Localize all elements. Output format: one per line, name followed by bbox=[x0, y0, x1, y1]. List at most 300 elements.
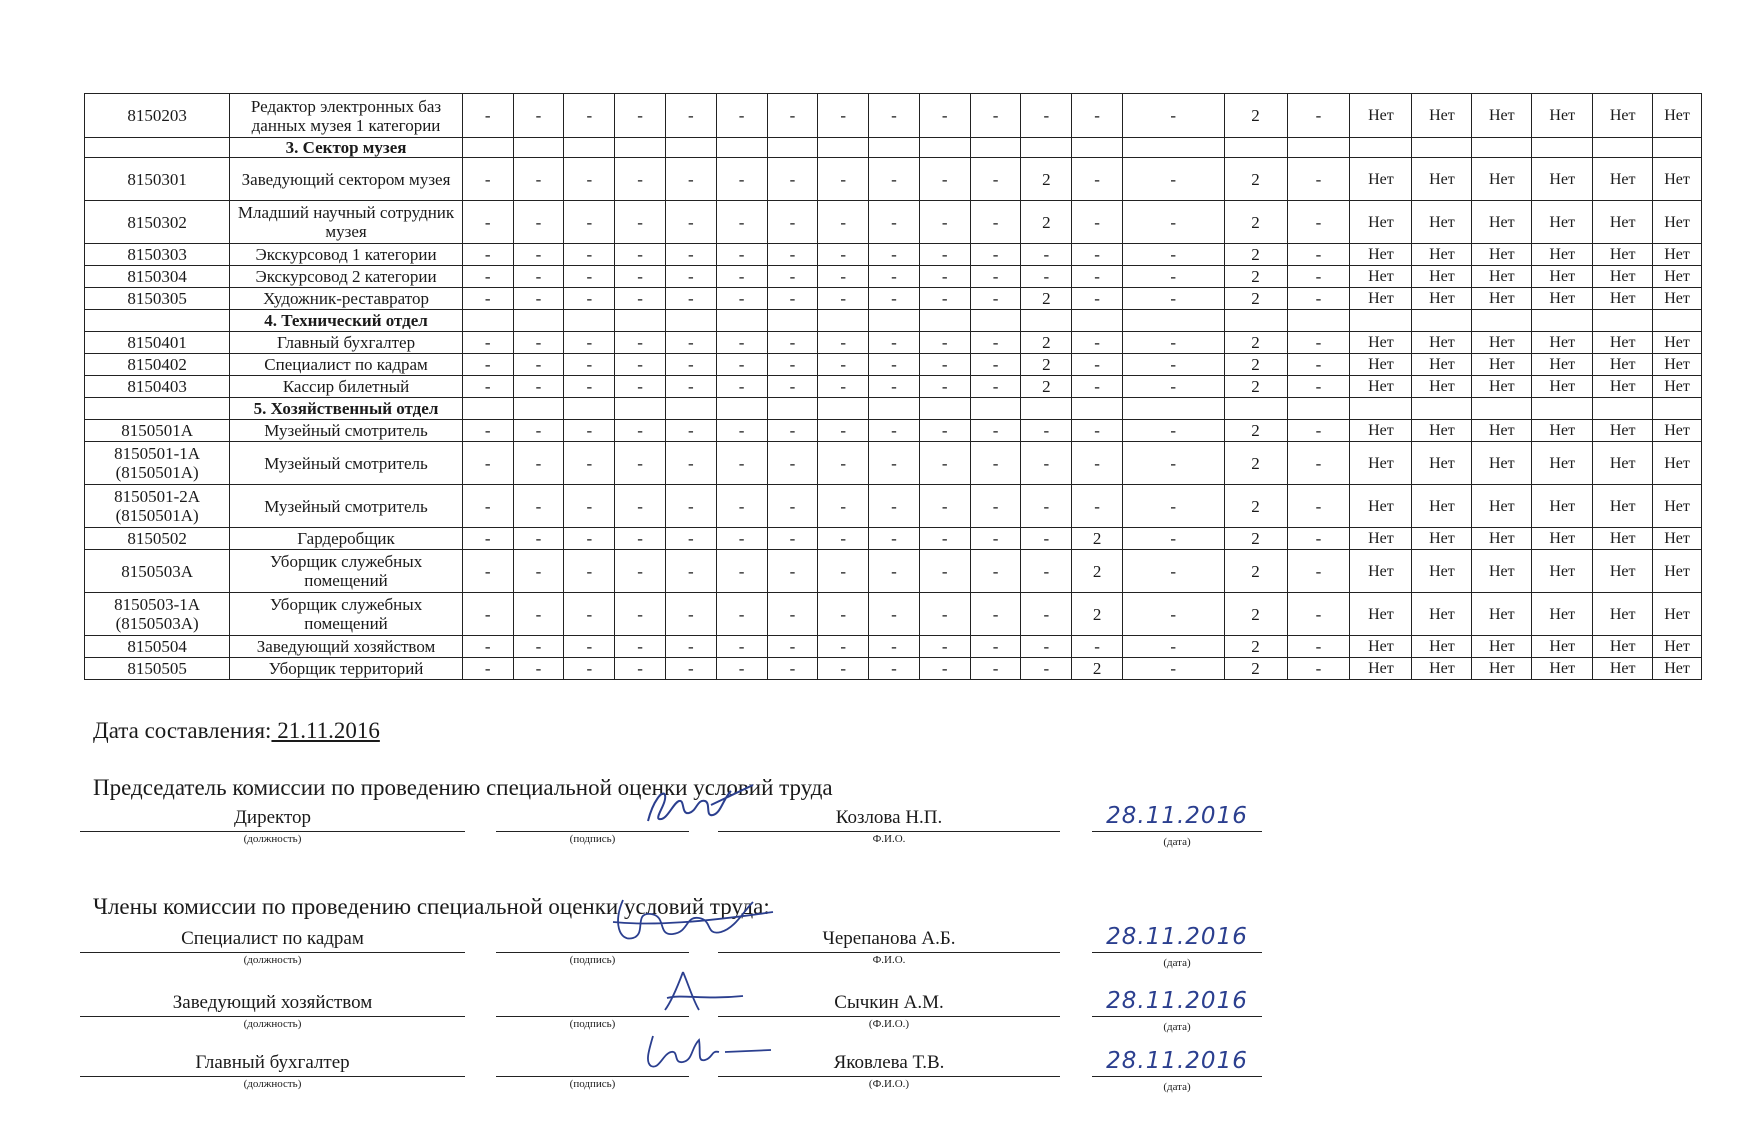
class-cell: - bbox=[665, 354, 716, 376]
flag-cell: Нет bbox=[1472, 593, 1532, 636]
class-cell: - bbox=[1287, 658, 1350, 680]
flag-cell: Нет bbox=[1593, 420, 1653, 442]
class-cell: - bbox=[462, 550, 513, 593]
flag-cell: Нет bbox=[1412, 158, 1472, 201]
flag-cell: Нет bbox=[1350, 332, 1412, 354]
class-cell: - bbox=[869, 658, 920, 680]
flag-cell: Нет bbox=[1653, 94, 1702, 138]
flag-cell: Нет bbox=[1412, 485, 1472, 528]
class-cell: - bbox=[564, 593, 615, 636]
class-cell bbox=[869, 398, 920, 420]
class-cell: - bbox=[665, 288, 716, 310]
class-cell: - bbox=[1122, 593, 1224, 636]
class-cell: - bbox=[615, 528, 666, 550]
flag-cell bbox=[1532, 310, 1593, 332]
class-cell bbox=[462, 310, 513, 332]
class-cell: - bbox=[615, 266, 666, 288]
flag-cell: Нет bbox=[1593, 244, 1653, 266]
flag-cell: Нет bbox=[1350, 420, 1412, 442]
position-name: Кассир билетный bbox=[230, 376, 463, 398]
flag-cell: Нет bbox=[1350, 528, 1412, 550]
class-cell: 2 bbox=[1021, 201, 1072, 244]
member-fio: Яковлева Т.В. bbox=[718, 1050, 1060, 1077]
position-name: Экскурсовод 2 категории bbox=[230, 266, 463, 288]
class-cell: - bbox=[564, 332, 615, 354]
class-cell: - bbox=[665, 94, 716, 138]
flag-cell: Нет bbox=[1532, 658, 1593, 680]
class-cell: - bbox=[970, 288, 1021, 310]
class-cell: - bbox=[1287, 158, 1350, 201]
flag-cell bbox=[1412, 398, 1472, 420]
class-cell bbox=[1287, 398, 1350, 420]
class-cell bbox=[767, 398, 818, 420]
class-cell: - bbox=[970, 332, 1021, 354]
class-cell: - bbox=[716, 550, 767, 593]
class-cell: - bbox=[564, 550, 615, 593]
class-cell: - bbox=[919, 288, 970, 310]
flag-cell: Нет bbox=[1350, 201, 1412, 244]
flag-cell: Нет bbox=[1350, 244, 1412, 266]
class-cell: 2 bbox=[1021, 332, 1072, 354]
class-cell: 2 bbox=[1021, 158, 1072, 201]
table-row bbox=[85, 158, 1702, 201]
class-cell bbox=[1122, 138, 1224, 158]
class-cell bbox=[716, 398, 767, 420]
table-row bbox=[85, 550, 1702, 593]
class-cell bbox=[564, 398, 615, 420]
workplace-code bbox=[85, 310, 230, 332]
workplace-code: 8150305 bbox=[85, 288, 230, 310]
class-cell: 2 bbox=[1224, 376, 1287, 398]
class-cell: - bbox=[716, 528, 767, 550]
class-cell: - bbox=[1287, 354, 1350, 376]
signature-caption: (подпись) bbox=[569, 833, 616, 845]
class-cell: 2 bbox=[1224, 332, 1287, 354]
class-cell: - bbox=[767, 550, 818, 593]
position-name: Музейный смотритель bbox=[230, 442, 463, 485]
workplace-code: 8150403 bbox=[85, 376, 230, 398]
flag-cell: Нет bbox=[1653, 528, 1702, 550]
class-cell: - bbox=[1122, 94, 1224, 138]
flag-cell: Нет bbox=[1350, 376, 1412, 398]
class-cell: - bbox=[513, 636, 564, 658]
flag-cell: Нет bbox=[1412, 332, 1472, 354]
flag-cell bbox=[1472, 138, 1532, 158]
class-cell: - bbox=[818, 201, 869, 244]
class-cell: - bbox=[462, 354, 513, 376]
flag-cell: Нет bbox=[1593, 550, 1653, 593]
workplace-code: 8150503-1А (8150503А) bbox=[85, 593, 230, 636]
class-cell: - bbox=[869, 201, 920, 244]
class-cell: - bbox=[970, 550, 1021, 593]
class-cell: - bbox=[564, 201, 615, 244]
class-cell: - bbox=[970, 354, 1021, 376]
flag-cell: Нет bbox=[1593, 201, 1653, 244]
flag-cell: Нет bbox=[1350, 94, 1412, 138]
flag-cell: Нет bbox=[1350, 593, 1412, 636]
class-cell: - bbox=[716, 442, 767, 485]
workplace-code: 8150502 bbox=[85, 528, 230, 550]
class-cell: 2 bbox=[1021, 376, 1072, 398]
class-cell bbox=[513, 138, 564, 158]
class-cell: - bbox=[1072, 266, 1123, 288]
flag-cell: Нет bbox=[1350, 158, 1412, 201]
class-cell: - bbox=[513, 354, 564, 376]
class-cell: - bbox=[767, 158, 818, 201]
class-cell: - bbox=[1021, 244, 1072, 266]
class-cell: - bbox=[970, 376, 1021, 398]
class-cell: - bbox=[615, 94, 666, 138]
class-cell: - bbox=[1021, 658, 1072, 680]
flag-cell: Нет bbox=[1412, 288, 1472, 310]
flag-cell bbox=[1472, 310, 1532, 332]
class-cell: - bbox=[767, 442, 818, 485]
member-position: Заведующий хозяйством bbox=[80, 990, 465, 1017]
class-cell: - bbox=[1122, 354, 1224, 376]
flag-cell: Нет bbox=[1412, 420, 1472, 442]
flag-cell: Нет bbox=[1412, 376, 1472, 398]
table-row bbox=[85, 288, 1702, 310]
table-row bbox=[85, 528, 1702, 550]
class-cell: - bbox=[513, 528, 564, 550]
flag-cell: Нет bbox=[1350, 266, 1412, 288]
member-date: 28.11.2016 bbox=[1106, 924, 1248, 950]
class-cell bbox=[665, 310, 716, 332]
flag-cell: Нет bbox=[1412, 354, 1472, 376]
compilation-date-value: 21.11.2016 bbox=[271, 718, 380, 743]
table-row bbox=[85, 354, 1702, 376]
workplace-code: 8150501А bbox=[85, 420, 230, 442]
class-cell bbox=[1021, 398, 1072, 420]
flag-cell bbox=[1532, 138, 1593, 158]
flag-cell: Нет bbox=[1653, 244, 1702, 266]
flag-cell: Нет bbox=[1593, 442, 1653, 485]
class-cell: - bbox=[1122, 550, 1224, 593]
class-cell bbox=[716, 310, 767, 332]
class-cell: - bbox=[665, 636, 716, 658]
class-cell: - bbox=[716, 636, 767, 658]
class-cell: - bbox=[818, 354, 869, 376]
flag-cell: Нет bbox=[1653, 266, 1702, 288]
flag-cell: Нет bbox=[1653, 376, 1702, 398]
flag-cell: Нет bbox=[1472, 158, 1532, 201]
class-cell: - bbox=[1072, 288, 1123, 310]
flag-cell: Нет bbox=[1472, 244, 1532, 266]
class-cell: - bbox=[716, 94, 767, 138]
class-cell: 2 bbox=[1224, 244, 1287, 266]
class-cell: - bbox=[919, 593, 970, 636]
class-cell: - bbox=[818, 158, 869, 201]
class-cell: - bbox=[869, 593, 920, 636]
class-cell bbox=[665, 398, 716, 420]
position-name: Гардеробщик bbox=[230, 528, 463, 550]
class-cell: - bbox=[767, 528, 818, 550]
class-cell: - bbox=[869, 420, 920, 442]
class-cell: - bbox=[1122, 442, 1224, 485]
class-cell: - bbox=[716, 201, 767, 244]
flag-cell: Нет bbox=[1472, 332, 1532, 354]
class-cell: 2 bbox=[1224, 593, 1287, 636]
class-cell: - bbox=[564, 485, 615, 528]
class-cell: - bbox=[665, 442, 716, 485]
class-cell bbox=[1287, 138, 1350, 158]
section-row bbox=[85, 138, 1702, 158]
class-cell: - bbox=[818, 593, 869, 636]
flag-cell: Нет bbox=[1472, 658, 1532, 680]
class-cell: - bbox=[818, 266, 869, 288]
class-cell: - bbox=[564, 376, 615, 398]
class-cell: - bbox=[919, 244, 970, 266]
table-row bbox=[85, 658, 1702, 680]
class-cell: - bbox=[1287, 636, 1350, 658]
flag-cell: Нет bbox=[1532, 376, 1593, 398]
class-cell: - bbox=[665, 420, 716, 442]
class-cell: - bbox=[767, 94, 818, 138]
class-cell: - bbox=[462, 528, 513, 550]
class-cell: 2 bbox=[1224, 94, 1287, 138]
member-signature-field bbox=[496, 990, 689, 1017]
class-cell: - bbox=[462, 266, 513, 288]
flag-cell: Нет bbox=[1350, 550, 1412, 593]
class-cell: - bbox=[1287, 420, 1350, 442]
class-cell: - bbox=[970, 658, 1021, 680]
class-cell bbox=[564, 138, 615, 158]
flag-cell: Нет bbox=[1532, 636, 1593, 658]
class-cell: - bbox=[1072, 201, 1123, 244]
class-cell bbox=[818, 310, 869, 332]
flag-cell: Нет bbox=[1532, 485, 1593, 528]
class-cell: - bbox=[1021, 94, 1072, 138]
flag-cell: Нет bbox=[1653, 158, 1702, 201]
member-position: Специалист по кадрам bbox=[80, 926, 465, 953]
table-row bbox=[85, 485, 1702, 528]
class-cell: - bbox=[513, 442, 564, 485]
class-cell: - bbox=[970, 94, 1021, 138]
class-cell: - bbox=[615, 442, 666, 485]
class-cell: - bbox=[767, 354, 818, 376]
class-cell: 2 bbox=[1224, 550, 1287, 593]
class-cell: - bbox=[1122, 332, 1224, 354]
class-cell: - bbox=[869, 244, 920, 266]
workplace-table bbox=[84, 93, 1702, 680]
class-cell: - bbox=[1287, 593, 1350, 636]
class-cell: - bbox=[767, 332, 818, 354]
class-cell: 2 bbox=[1224, 288, 1287, 310]
class-cell: - bbox=[970, 593, 1021, 636]
flag-cell bbox=[1350, 138, 1412, 158]
class-cell: - bbox=[665, 266, 716, 288]
class-cell: - bbox=[665, 332, 716, 354]
class-cell: 2 bbox=[1224, 420, 1287, 442]
flag-cell: Нет bbox=[1653, 354, 1702, 376]
flag-cell: Нет bbox=[1532, 528, 1593, 550]
class-cell: - bbox=[665, 376, 716, 398]
class-cell: - bbox=[767, 201, 818, 244]
class-cell: - bbox=[1287, 485, 1350, 528]
class-cell: - bbox=[716, 288, 767, 310]
class-cell: - bbox=[1122, 158, 1224, 201]
flag-cell: Нет bbox=[1653, 485, 1702, 528]
workplace-code: 8150302 bbox=[85, 201, 230, 244]
class-cell: - bbox=[869, 528, 920, 550]
class-cell bbox=[1021, 138, 1072, 158]
class-cell: 2 bbox=[1224, 354, 1287, 376]
member-date: 28.11.2016 bbox=[1106, 1048, 1248, 1074]
class-cell: - bbox=[1021, 266, 1072, 288]
chair-date: 28.11.2016 bbox=[1106, 803, 1248, 829]
class-cell bbox=[1021, 310, 1072, 332]
class-cell: - bbox=[615, 485, 666, 528]
class-cell: - bbox=[462, 376, 513, 398]
class-cell: - bbox=[564, 158, 615, 201]
class-cell: - bbox=[1287, 94, 1350, 138]
class-cell bbox=[919, 138, 970, 158]
class-cell: - bbox=[1122, 244, 1224, 266]
table-row bbox=[85, 201, 1702, 244]
class-cell: - bbox=[869, 485, 920, 528]
table-row bbox=[85, 420, 1702, 442]
class-cell bbox=[869, 138, 920, 158]
flag-cell: Нет bbox=[1532, 332, 1593, 354]
class-cell: - bbox=[716, 244, 767, 266]
class-cell: - bbox=[818, 550, 869, 593]
class-cell: - bbox=[716, 593, 767, 636]
class-cell bbox=[919, 398, 970, 420]
class-cell bbox=[462, 138, 513, 158]
class-cell: - bbox=[462, 636, 513, 658]
class-cell: - bbox=[1287, 288, 1350, 310]
class-cell: - bbox=[513, 288, 564, 310]
class-cell: - bbox=[919, 550, 970, 593]
flag-cell: Нет bbox=[1412, 550, 1472, 593]
class-cell: - bbox=[869, 636, 920, 658]
flag-cell: Нет bbox=[1532, 550, 1593, 593]
class-cell: - bbox=[1072, 442, 1123, 485]
position-name: Уборщик служебных помещений bbox=[230, 550, 463, 593]
class-cell: - bbox=[462, 244, 513, 266]
class-cell: - bbox=[564, 442, 615, 485]
class-cell bbox=[462, 398, 513, 420]
class-cell: - bbox=[919, 420, 970, 442]
flag-cell: Нет bbox=[1472, 201, 1532, 244]
class-cell: 2 bbox=[1224, 442, 1287, 485]
class-cell: - bbox=[513, 332, 564, 354]
class-cell: - bbox=[1122, 266, 1224, 288]
class-cell: - bbox=[818, 528, 869, 550]
class-cell: - bbox=[615, 354, 666, 376]
class-cell: - bbox=[1122, 288, 1224, 310]
flag-cell: Нет bbox=[1350, 354, 1412, 376]
flag-cell bbox=[1350, 310, 1412, 332]
position-name: Специалист по кадрам bbox=[230, 354, 463, 376]
class-cell: - bbox=[716, 158, 767, 201]
class-cell: - bbox=[564, 636, 615, 658]
class-cell: - bbox=[462, 485, 513, 528]
class-cell: - bbox=[818, 442, 869, 485]
class-cell: - bbox=[462, 420, 513, 442]
class-cell: - bbox=[462, 94, 513, 138]
workplace-code: 8150304 bbox=[85, 266, 230, 288]
class-cell: - bbox=[1021, 528, 1072, 550]
section-row bbox=[85, 310, 1702, 332]
workplace-code: 8150203 bbox=[85, 94, 230, 138]
section-title: 3. Сектор музея bbox=[230, 138, 463, 158]
class-cell: - bbox=[615, 376, 666, 398]
class-cell: - bbox=[767, 266, 818, 288]
flag-cell bbox=[1593, 310, 1653, 332]
class-cell: - bbox=[1021, 636, 1072, 658]
class-cell: - bbox=[462, 442, 513, 485]
class-cell: - bbox=[869, 332, 920, 354]
position-name: Главный бухгалтер bbox=[230, 332, 463, 354]
class-cell: - bbox=[818, 420, 869, 442]
class-cell bbox=[767, 310, 818, 332]
flag-cell: Нет bbox=[1653, 420, 1702, 442]
class-cell: - bbox=[919, 354, 970, 376]
flag-cell: Нет bbox=[1653, 550, 1702, 593]
section-title: 5. Хозяйственный отдел bbox=[230, 398, 463, 420]
class-cell bbox=[1224, 310, 1287, 332]
class-cell: - bbox=[462, 593, 513, 636]
chair-heading: Председатель комиссии по проведению специальной оценки условий труда bbox=[93, 775, 833, 800]
class-cell: 2 bbox=[1072, 658, 1123, 680]
class-cell: - bbox=[615, 288, 666, 310]
class-cell: - bbox=[767, 485, 818, 528]
compilation-date-label: Дата составления: bbox=[93, 718, 272, 743]
class-cell: - bbox=[1072, 376, 1123, 398]
class-cell: - bbox=[1122, 376, 1224, 398]
member-signature-row bbox=[0, 990, 1754, 1040]
flag-cell: Нет bbox=[1532, 201, 1593, 244]
class-cell: - bbox=[767, 658, 818, 680]
class-cell: - bbox=[970, 485, 1021, 528]
class-cell: - bbox=[869, 376, 920, 398]
position-name: Художник-реставратор bbox=[230, 288, 463, 310]
chair-position: Директор bbox=[80, 805, 465, 832]
class-cell: - bbox=[564, 94, 615, 138]
class-cell: - bbox=[665, 201, 716, 244]
member-position: Главный бухгалтер bbox=[80, 1050, 465, 1077]
flag-cell: Нет bbox=[1653, 442, 1702, 485]
class-cell: - bbox=[1021, 442, 1072, 485]
fio-caption: Ф.И.О. bbox=[872, 833, 906, 845]
signature-caption: (подпись) bbox=[569, 954, 616, 966]
position-name: Младший научный сотрудник музея bbox=[230, 201, 463, 244]
class-cell: - bbox=[1287, 528, 1350, 550]
flag-cell: Нет bbox=[1532, 288, 1593, 310]
class-cell: - bbox=[1072, 354, 1123, 376]
flag-cell: Нет bbox=[1653, 593, 1702, 636]
flag-cell: Нет bbox=[1350, 485, 1412, 528]
flag-cell: Нет bbox=[1472, 636, 1532, 658]
class-cell: - bbox=[767, 636, 818, 658]
member-fio: Сычкин А.М. bbox=[718, 990, 1060, 1017]
class-cell: - bbox=[462, 332, 513, 354]
date-caption: (дата) bbox=[1163, 836, 1191, 848]
class-cell: - bbox=[767, 376, 818, 398]
flag-cell: Нет bbox=[1593, 288, 1653, 310]
class-cell: - bbox=[665, 593, 716, 636]
class-cell bbox=[716, 138, 767, 158]
class-cell bbox=[513, 310, 564, 332]
class-cell: - bbox=[716, 266, 767, 288]
class-cell: 2 bbox=[1072, 593, 1123, 636]
position-name: Музейный смотритель bbox=[230, 485, 463, 528]
flag-cell: Нет bbox=[1412, 636, 1472, 658]
class-cell: - bbox=[767, 420, 818, 442]
class-cell: - bbox=[615, 658, 666, 680]
chair-signature-field bbox=[496, 805, 689, 832]
